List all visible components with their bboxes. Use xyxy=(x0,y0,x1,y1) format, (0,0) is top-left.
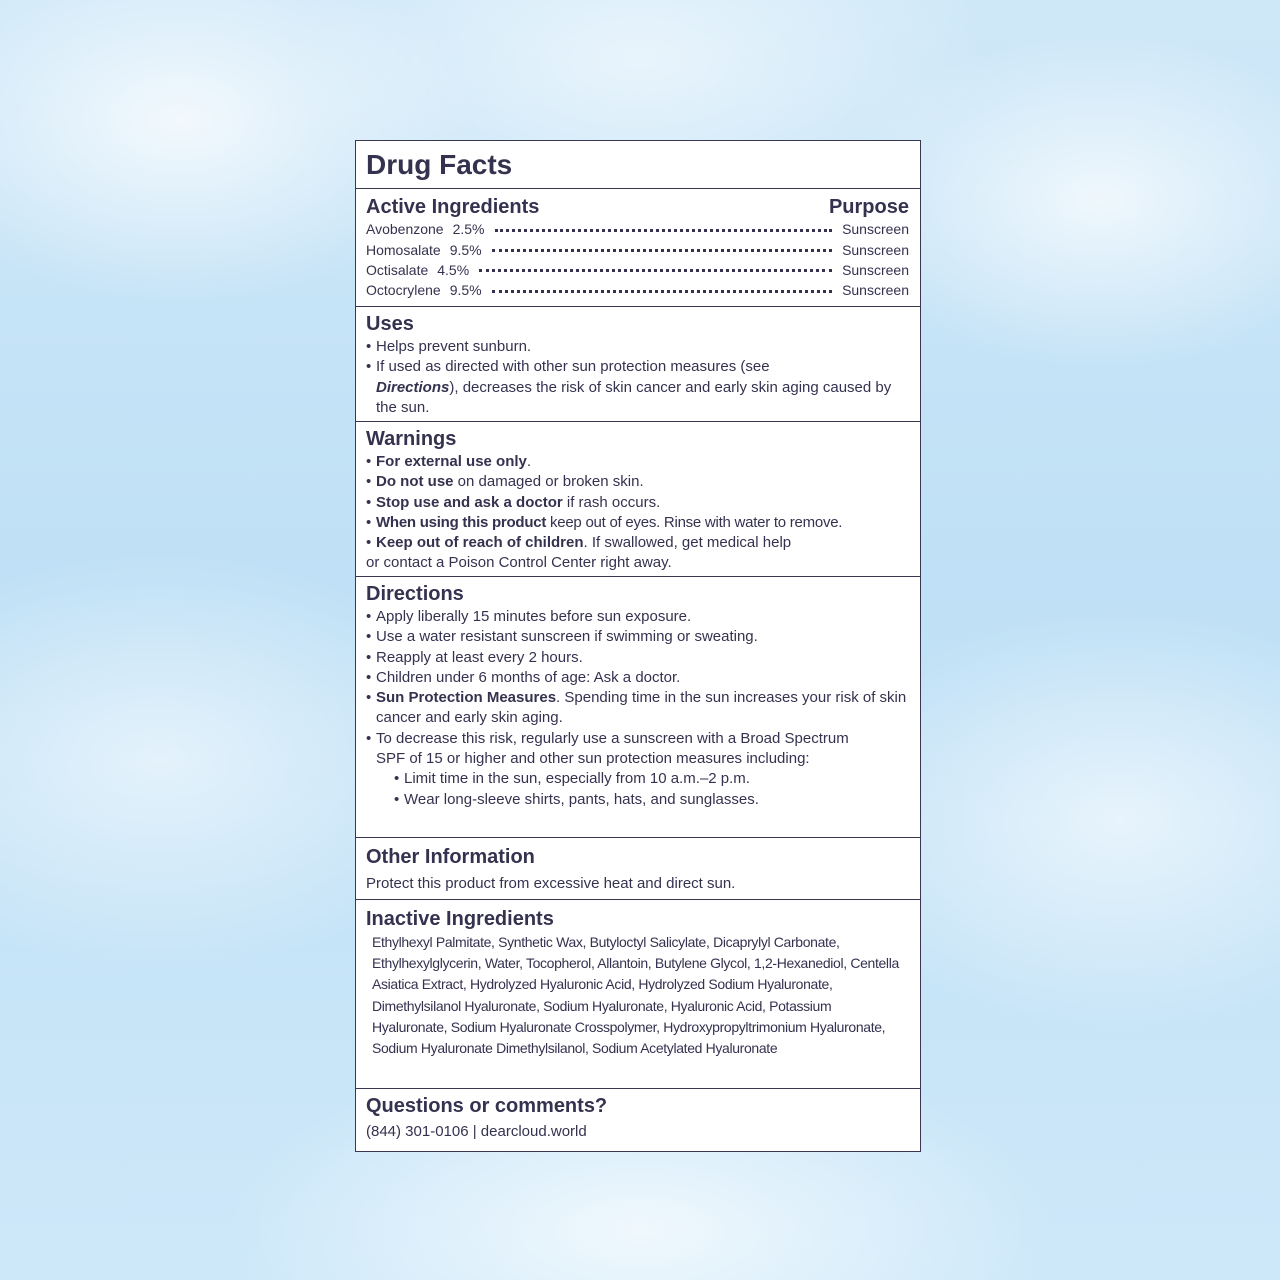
other-information-heading: Other Information xyxy=(366,846,535,868)
list-item xyxy=(366,607,909,627)
uses-item-text: ), decreases the risk of skin cancer and early skin aging caused by the sun. xyxy=(376,378,892,416)
other-information-section xyxy=(356,838,920,900)
direction-text: Apply liberally 15 minutes before sun exposure. xyxy=(376,608,692,625)
directions-heading: Directions xyxy=(366,583,464,605)
direction-sub-text: Wear long-sleeve shirts, pants, hats, and sunglasses. xyxy=(404,790,759,808)
list-item xyxy=(366,493,909,513)
questions-heading: Questions or comments? xyxy=(366,1095,608,1117)
list-item xyxy=(366,452,909,472)
uses-item-text: If used as directed with other sun protection measures (see xyxy=(376,358,770,376)
direction-text: Reapply at least every 2 hours. xyxy=(376,648,583,666)
warning-bold: Stop use and ask a doctor xyxy=(376,493,563,511)
active-ingredients-heading: Active Ingredients xyxy=(366,196,540,218)
sub-list-item xyxy=(394,769,909,789)
ingredient-row xyxy=(366,219,909,239)
warning-text: on damaged or broken skin. xyxy=(453,473,644,491)
ingredient-purpose: Sunscreen xyxy=(842,282,909,299)
warning-text: if rash occurs. xyxy=(562,493,661,511)
ingredient-purpose: Sunscreen xyxy=(842,221,909,238)
ingredient-amount: 2.5% xyxy=(452,221,485,238)
drug-facts-panel xyxy=(355,140,921,1152)
leader-dots xyxy=(492,290,832,293)
list-item xyxy=(366,688,909,729)
directions-reference: Directions xyxy=(376,378,450,396)
ingredient-purpose: Sunscreen xyxy=(842,241,909,258)
direction-text: . Spending time in the sun increases your risk of skin cancer and early skin aging. xyxy=(376,689,907,727)
list-item xyxy=(366,357,909,418)
ingredient-row xyxy=(366,280,909,300)
questions-section xyxy=(356,1089,920,1153)
warning-bold: Keep out of reach of children xyxy=(376,534,584,552)
warning-text: . If swallowed, get medical help xyxy=(583,534,792,552)
warnings-section xyxy=(356,422,920,577)
warnings-heading: Warnings xyxy=(366,428,457,450)
page-title: Drug Facts xyxy=(366,149,513,180)
warning-bold: For external use only xyxy=(376,453,527,470)
ingredient-name: Octocrylene xyxy=(366,282,441,299)
ingredient-amount: 9.5% xyxy=(449,282,482,299)
warning-text: keep out of eyes. Rinse with water to remove. xyxy=(546,513,843,531)
ingredient-name: Homosalate xyxy=(366,241,441,258)
direction-sub-text: Limit time in the sun, especially from 10 a.m.–2 p.m. xyxy=(404,770,750,788)
list-item xyxy=(366,337,909,357)
list-item xyxy=(366,648,909,668)
list-item xyxy=(366,472,909,492)
ingredient-row xyxy=(366,260,909,280)
ingredient-purpose: Sunscreen xyxy=(842,261,909,278)
drug-facts-title-section xyxy=(356,141,920,189)
direction-text: To decrease this risk, regularly use a sunscreen with a Broad Spectrum SPF of 15 or higher and other sun protection measures including: xyxy=(376,729,849,768)
ingredient-name: Octisalate xyxy=(366,261,429,278)
ingredient-amount: 4.5% xyxy=(437,261,470,278)
purpose-heading: Purpose xyxy=(828,196,909,218)
list-item xyxy=(366,627,909,647)
direction-bold: Sun Protection Measures xyxy=(376,689,557,707)
active-ingredients-section xyxy=(356,189,920,307)
warning-bold: Do not use xyxy=(376,473,454,491)
warning-bold: When using this product xyxy=(376,513,547,531)
list-item xyxy=(366,533,909,553)
list-item xyxy=(366,729,909,770)
direction-text: Children under 6 months of age: Ask a doctor. xyxy=(376,668,681,686)
uses-heading: Uses xyxy=(366,313,414,335)
inactive-ingredients-text: Ethylhexyl Palmitate, Synthetic Wax, Butyloctyl Salicylate, Dicaprylyl Carbonate, Ethylhexylglycerin, Water, Tocopherol, Allantoin, Butylene Glycol, 1,2-Hexanediol, Centella Asiatica Extract, Hydrolyzed Hyaluronic Acid, Hydrolyzed Sodium Hyaluronate, Dimethylsilanol Hyaluronate, Sodium Hyaluronate, Hyaluronic Acid, Potassium Hyaluronate, Sodium Hyaluronate Crosspolymer, Hydroxypropyltrimonium Hyaluronate, Sodium Hyaluronate Dimethylsilanol, Sodium Acetylated Hyaluronate xyxy=(372,934,899,1057)
directions-section xyxy=(356,577,920,838)
list-item xyxy=(366,513,909,533)
leader-dots xyxy=(495,229,833,232)
ingredient-amount: 9.5% xyxy=(449,241,482,258)
inactive-ingredients-section xyxy=(356,900,920,1089)
inactive-ingredients-heading: Inactive Ingredients xyxy=(366,908,554,930)
sub-list-item xyxy=(394,790,909,810)
leader-dots xyxy=(479,269,832,272)
uses-item-text: Helps prevent sunburn. xyxy=(376,338,532,355)
warning-trailing-text: or contact a Poison Control Center right away. xyxy=(366,554,672,572)
contact-text: (844) 301-0106 | dearcloud.world xyxy=(366,1123,587,1140)
warning-text: . xyxy=(526,453,532,470)
other-information-text: Protect this product from excessive heat and direct sun. xyxy=(366,875,736,892)
leader-dots xyxy=(492,249,832,252)
ingredient-row xyxy=(366,239,909,259)
ingredient-name: Avobenzone xyxy=(366,221,444,238)
list-item xyxy=(366,668,909,688)
uses-section xyxy=(356,307,920,422)
direction-text: Use a water resistant sunscreen if swimming or sweating. xyxy=(376,628,758,646)
